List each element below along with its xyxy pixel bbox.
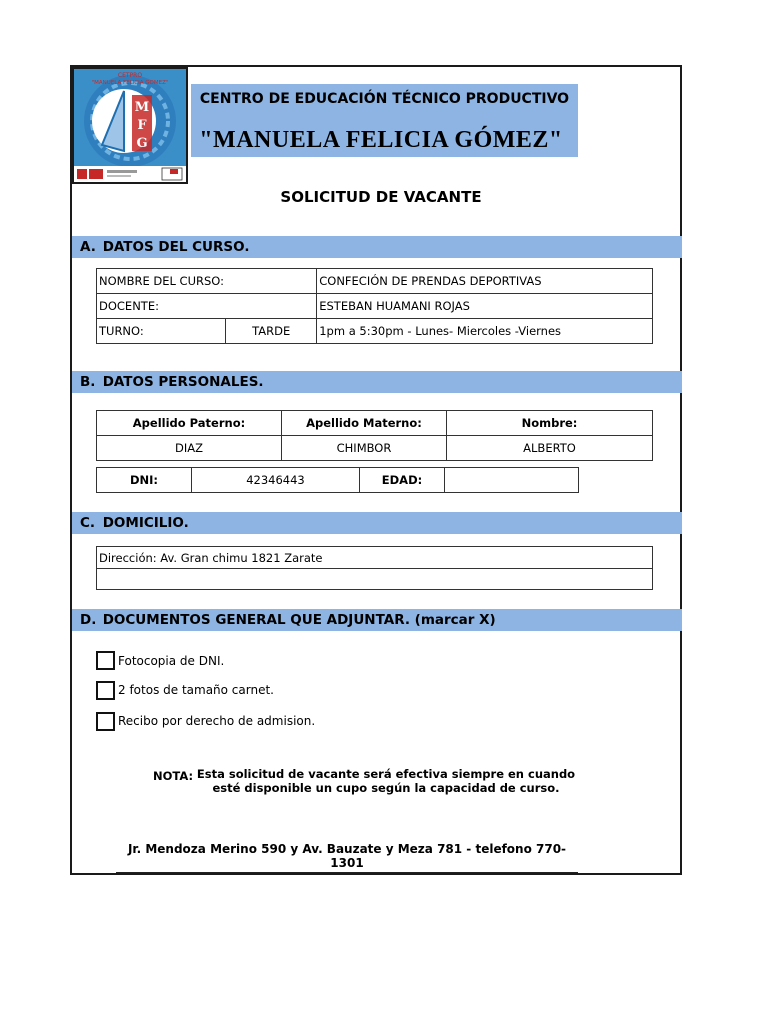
doc-label-recibo-admision: Recibo por derecho de admision. xyxy=(118,714,316,728)
section-title: DOMICILIO. xyxy=(102,515,189,531)
personales-table xyxy=(96,410,653,461)
logo-graphic xyxy=(74,69,186,182)
direccion-value: Av. Gran chimu 1821 Zarate xyxy=(160,550,323,565)
nota-text: Esta solicitud de vacante será efectiva siempre en cuando esté disponible un cupo según la capacidad de curso. xyxy=(196,767,576,795)
docente-value[interactable]: ESTEBAN HUAMANI ROJAS xyxy=(317,294,653,319)
table-row xyxy=(97,468,579,493)
nombre-value[interactable]: ALBERTO xyxy=(447,436,653,461)
apellido-paterno-header: Apellido Paterno: xyxy=(97,411,282,436)
edad-value[interactable] xyxy=(445,468,579,493)
doc-label-fotocopia-dni: Fotocopia de DNI. xyxy=(118,654,225,668)
footer-address: Jr. Mendoza Merino 590 y Av. Bauzate y Meza 781 - telefono 770-1301 xyxy=(116,842,578,873)
direccion-cell[interactable] xyxy=(97,547,653,569)
section-b-header xyxy=(72,371,682,393)
apellido-materno-header: Apellido Materno: xyxy=(282,411,447,436)
table-row xyxy=(97,411,653,436)
section-title: DATOS DEL CURSO. xyxy=(102,239,250,255)
section-title: DATOS PERSONALES. xyxy=(102,374,264,390)
center-title: CENTRO DE EDUCACIÓN TÉCNICO PRODUCTIVO xyxy=(199,91,570,107)
curso-table xyxy=(96,268,653,344)
docente-label: DOCENTE: xyxy=(97,294,317,319)
nota-label: NOTA: xyxy=(153,769,194,783)
svg-text:M: M xyxy=(134,100,150,115)
dni-table xyxy=(96,467,579,493)
apellido-paterno-value[interactable]: DIAZ xyxy=(97,436,282,461)
section-c-header xyxy=(72,512,682,534)
section-letter: A. xyxy=(80,239,96,255)
svg-text:F: F xyxy=(137,118,147,133)
nombre-curso-value[interactable]: CONFECIÓN DE PRENDAS DEPORTIVAS xyxy=(317,269,653,294)
svg-text:"MANUELA FELICIA GOMEZ": "MANUELA FELICIA GOMEZ" xyxy=(91,80,169,86)
table-row xyxy=(97,269,653,294)
checkbox-fotocopia-dni[interactable] xyxy=(96,651,115,670)
dni-label: DNI: xyxy=(97,468,192,493)
apellido-materno-value[interactable]: CHIMBOR xyxy=(282,436,447,461)
doc-label-fotos-carnet: 2 fotos de tamaño carnet. xyxy=(118,683,274,697)
table-row xyxy=(97,294,653,319)
section-title: DOCUMENTOS GENERAL QUE ADJUNTAR. (marcar X) xyxy=(102,612,496,628)
section-d-header xyxy=(72,609,682,631)
section-letter: C. xyxy=(80,515,96,531)
dni-value[interactable]: 42346443 xyxy=(192,468,360,493)
table-row xyxy=(97,547,653,569)
nombre-header: Nombre: xyxy=(447,411,653,436)
checkbox-recibo-admision[interactable] xyxy=(96,712,115,731)
section-letter: D. xyxy=(80,612,97,628)
table-row xyxy=(97,319,653,344)
edad-label: EDAD: xyxy=(360,468,445,493)
nombre-curso-label: NOMBRE DEL CURSO: xyxy=(97,269,317,294)
direccion-label: Dirección: xyxy=(99,550,157,565)
domicilio-table xyxy=(96,546,653,590)
horario-value[interactable]: 1pm a 5:30pm - Lunes- Miercoles -Viernes xyxy=(317,319,653,344)
svg-text:G: G xyxy=(136,136,148,151)
turno-value[interactable]: TARDE xyxy=(226,319,317,344)
direccion-line2[interactable] xyxy=(97,569,653,590)
table-row xyxy=(97,436,653,461)
section-a-header xyxy=(72,236,682,258)
institution-logo xyxy=(72,67,188,184)
section-letter: B. xyxy=(80,374,96,390)
svg-text:CETPRO: CETPRO xyxy=(117,72,143,79)
turno-label: TURNO: xyxy=(97,319,226,344)
form-title: SOLICITUD DE VACANTE xyxy=(280,188,482,206)
checkbox-fotos-carnet[interactable] xyxy=(96,681,115,700)
table-row xyxy=(97,569,653,590)
institution-name: "MANUELA FELICIA GÓMEZ" xyxy=(199,127,563,153)
